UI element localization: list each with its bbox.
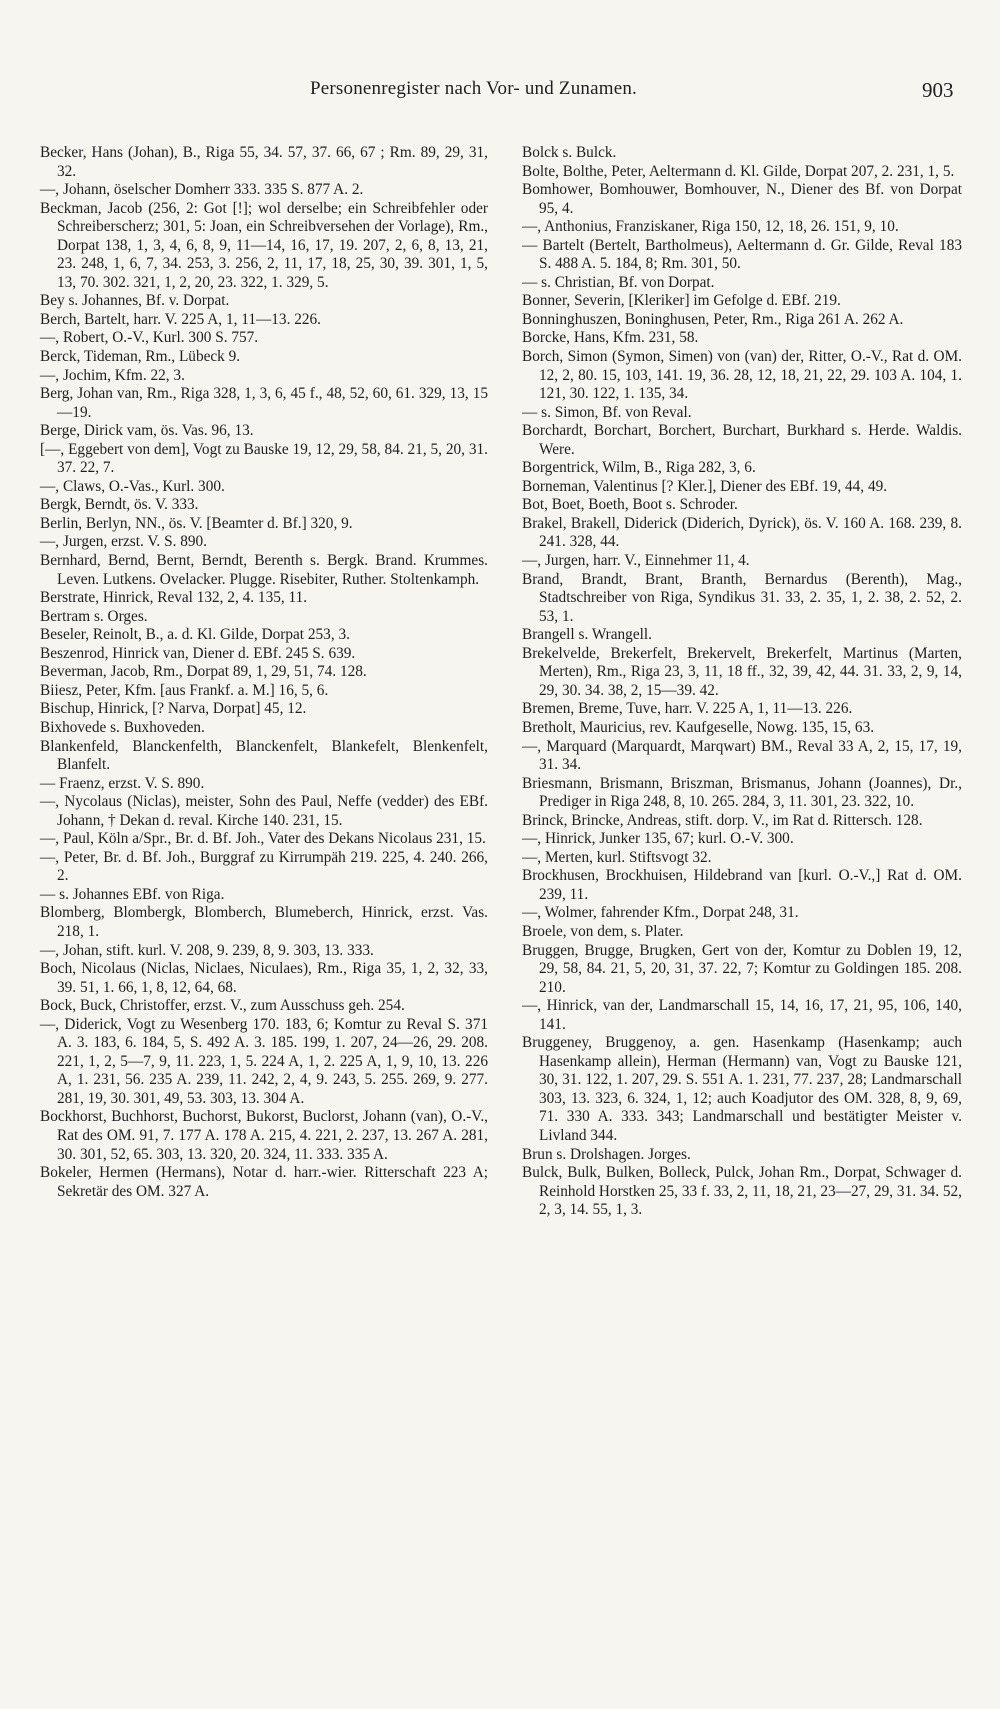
index-entry: Borgentrick, Wilm, B., Riga 282, 3, 6.: [522, 459, 756, 477]
index-entry: Borch, Simon (Symon, Simen) von (van) der, Ritter, O.-V., Rat d. OM. 12, 2, 80. 15, 103, 141. 19, 36. 28, 12, 18, 21, 22, 29. 103 A. 104, 1. 121, 30. 122, 1. 135, 34.: [522, 348, 962, 403]
index-entry: Bock, Buck, Christoffer, erzst. V., zum Ausschuss geh. 254.: [40, 997, 405, 1015]
index-entry: Bulck, Bulk, Bulken, Bolleck, Pulck, Johan Rm., Dorpat, Schwager d. Reinhold Horstken 25, 33 f. 33, 2, 11, 18, 21, 23—27, 29, 31. 34. 52, 2, 3, 14. 55, 1, 3.: [522, 1164, 962, 1219]
index-entry: Brun s. Drolshagen. Jorges.: [522, 1145, 691, 1163]
index-entry: Bot, Boet, Boeth, Boot s. Schroder.: [522, 496, 738, 514]
index-entry: — s. Simon, Bf. von Reval.: [522, 403, 692, 421]
index-entry: Blankenfeld, Blanckenfelth, Blanckenfelt, Blankefelt, Blenkenfelt, Blanfelt.: [40, 737, 488, 774]
index-entry: —, Paul, Köln a/Spr., Br. d. Bf. Joh., Vater des Dekans Nicolaus 231, 15.: [40, 830, 486, 848]
index-entry: —, Anthonius, Franziskaner, Riga 150, 12, 18, 26. 151, 9, 10.: [522, 218, 899, 236]
index-entry: Beckman, Jacob (256, 2: Got [!]; wol derselbe; ein Schreibfehler oder Schreiberscherz; 301, 5: Joan, ein Schreibversehen der Vorlage), Rm., Dorpat 138, 1, 3, 4, 6, 8, 9, 11—14, 16, 17, 19. 207, 2, 6, 8, 13, 21, 23. 248, 1, 6, 7, 34. 253, 3. 256, 2, 11, 17, 18, 25, 30, 39. 301, 1, 5, 13, 70. 302. 321, 1, 2, 20, 23. 322, 1. 329, 5.: [40, 199, 488, 291]
index-entry: —, Jurgen, erzst. V. S. 890.: [40, 533, 207, 551]
index-entry: Beseler, Reinolt, B., a. d. Kl. Gilde, Dorpat 253, 3.: [40, 626, 350, 644]
index-entry: —, Hinrick, van der, Landmarschall 15, 14, 16, 17, 21, 95, 106, 140, 141.: [522, 997, 962, 1033]
index-entry: Berlin, Berlyn, NN., ös. V. [Beamter d. Bf.] 320, 9.: [40, 514, 353, 532]
index-entry: Bergk, Berndt, ös. V. 333.: [40, 496, 199, 514]
index-entry: Bolte, Bolthe, Peter, Aeltermann d. Kl. Gilde, Dorpat 207, 2. 231, 1, 5.: [522, 162, 955, 180]
index-entry: Bremen, Breme, Tuve, harr. V. 225 A, 1, 11—13. 226.: [522, 700, 853, 718]
index-entry: Bertram s. Orges.: [40, 607, 148, 625]
index-entry: Becker, Hans (Johan), B., Riga 55, 34. 57, 37. 66, 67 ; Rm. 89, 29, 31, 32.: [40, 144, 488, 180]
index-entry: Biiesz, Peter, Kfm. [aus Frankf. a. M.] 16, 5, 6.: [40, 681, 329, 699]
index-entry: Blomberg, Blombergk, Blomberch, Blumeberch, Hinrick, erzst. Vas. 218, 1.: [40, 904, 488, 940]
index-entry: Berge, Dirick vam, ös. Vas. 96, 13.: [40, 422, 254, 440]
index-entry: Briesmann, Brismann, Briszman, Brismanus, Johann (Joannes), Dr., Prediger in Riga 248, 8, 10. 265. 284, 3, 11. 301, 23. 322, 10.: [522, 774, 962, 811]
index-entry: Bixhovede s. Buxhoveden.: [40, 718, 205, 736]
index-entry: Berch, Bartelt, harr. V. 225 A, 1, 11—13. 226.: [40, 310, 321, 328]
page-number: 903: [922, 78, 954, 102]
index-entry: Beverman, Jacob, Rm., Dorpat 89, 1, 29, 51, 74. 128.: [40, 663, 367, 681]
index-entry: Borcke, Hans, Kfm. 231, 58.: [522, 329, 699, 347]
index-entry: Beszenrod, Hinrick van, Diener d. EBf. 245 S. 639.: [40, 644, 356, 662]
index-entry: Brangell s. Wrangell.: [522, 626, 652, 644]
index-entry: —, Jochim, Kfm. 22, 3.: [40, 366, 185, 384]
index-entry: Boch, Nicolaus (Niclas, Niclaes, Niculaes), Rm., Riga 35, 1, 2, 32, 33, 39. 51, 1. 66, 1, 8, 12, 64, 68.: [40, 960, 488, 996]
index-entry: Brakel, Brakell, Diderick (Diderich, Dyrick), ös. V. 160 A. 168. 239, 8. 241. 328, 44.: [522, 514, 962, 551]
index-entry: —, Marquard (Marquardt, Marqwart) BM., Reval 33 A, 2, 15, 17, 19, 31. 34.: [522, 737, 962, 774]
index-entry: Berstrate, Hinrick, Reval 132, 2, 4. 135, 11.: [40, 589, 308, 607]
index-entry: Brinck, Brincke, Andreas, stift. dorp. V., im Rat d. Rittersch. 128.: [522, 811, 923, 829]
index-entry: Borchardt, Borchart, Borchert, Burchart, Burkhard s. Herde. Waldis. Were.: [522, 422, 962, 458]
index-entry: —, Claws, O.-Vas., Kurl. 300.: [40, 477, 225, 495]
index-entry: [—, Eggebert von dem], Vogt zu Bauske 19, 12, 29, 58, 84. 21, 5, 20, 31. 37. 22, 7.: [40, 440, 488, 477]
index-entry: Bruggen, Brugge, Brugken, Gert von der, Komtur zu Doblen 19, 12, 29, 58, 84. 21, 5, 20, 31, 37. 22, 7; Komtur zu Goldingen 185. 208. 210.: [522, 941, 962, 996]
index-entry: —, Johan, stift. kurl. V. 208, 9. 239, 8, 9. 303, 13. 333.: [40, 941, 374, 959]
page-header: [0, 78, 1000, 108]
index-entry: —, Hinrick, Junker 135, 67; kurl. O.-V. 300.: [522, 830, 794, 848]
index-entry: Borneman, Valentinus [? Kler.], Diener des EBf. 19, 44, 49.: [522, 477, 888, 495]
index-entry: —, Merten, kurl. Stiftsvogt 32.: [522, 848, 712, 866]
index-entry: — Bartelt (Bertelt, Bartholmeus), Aeltermann d. Gr. Gilde, Reval 183 S. 488 A. 5. 184, 8; Rm. 301, 50.: [522, 236, 962, 273]
index-entry: Bolck s. Bulck.: [522, 144, 617, 161]
index-entry: Bonner, Severin, [Kleriker] im Gefolge d. EBf. 219.: [522, 292, 841, 310]
index-entry: Bernhard, Bernd, Bernt, Berndt, Berenth s. Bergk. Brand. Krummes. Leven. Lutkens. Ovelacker. Plugge. Risebiter, Ruther. Stoltenkamph.: [40, 552, 488, 588]
index-entry: Bretholt, Mauricius, rev. Kaufgeselle, Nowg. 135, 15, 63.: [522, 718, 875, 736]
left-column: [40, 144, 488, 1201]
index-entry: Bruggeney, Bruggenoy, a. gen. Hasenkamp (Hasenkamp; auch Hasenkamp allein), Herman (Hermann) van, Vogt zu Bauske 121, 30, 31. 122, 1. 207, 29. S. 551 A. 1. 231, 77. 237, 28; Landmarschall 303, 13. 323, 6. 324, 1, 12; auch Koadjutor des OM. 328, 8, 9, 69, 71. 330 A. 333. 343; Landmarschall und bestätigter Meister v. Livland 344.: [522, 1034, 962, 1144]
index-entry: Bokeler, Hermen (Hermans), Notar d. harr.-wier. Ritterschaft 223 A; Sekretär des OM. 327 A.: [40, 1164, 488, 1200]
index-entry: Bomhower, Bomhouwer, Bomhouver, N., Diener des Bf. von Dorpat 95, 4.: [522, 181, 962, 217]
index-entry: —, Peter, Br. d. Bf. Joh., Burggraf zu Kirrumpäh 219. 225, 4. 240. 266, 2.: [40, 848, 488, 885]
index-entry: Brand, Brandt, Brant, Branth, Bernardus (Berenth), Mag., Stadtschreiber von Riga, Syndikus 31. 33, 2. 35, 1, 2. 38, 2. 52, 2. 53, 1.: [522, 570, 962, 625]
index-entry: Bischup, Hinrick, [? Narva, Dorpat] 45, 12.: [40, 700, 307, 718]
index-entry: —, Johann, öselscher Domherr 333. 335 S. 877 A. 2.: [40, 181, 364, 199]
index-entry: Bey s. Johannes, Bf. v. Dorpat.: [40, 292, 230, 310]
index-entry: — Fraenz, erzst. V. S. 890.: [40, 774, 205, 792]
right-column: [522, 144, 962, 1220]
index-entry: Berck, Tideman, Rm., Lübeck 9.: [40, 348, 241, 366]
index-entry: —, Diderick, Vogt zu Wesenberg 170. 183, 6; Komtur zu Reval S. 371 A. 3. 183, 6. 184, 5, S. 492 A. 3. 185. 199, 1. 207, 24—26, 29. 208. 221, 1, 2, 5—7, 9, 11. 223, 1, 5. 224 A, 1, 2. 225 A, 1, 9, 10, 13. 226 A, 1. 231, 56. 235 A. 239, 11. 242, 2, 4, 9. 243, 5. 255. 269, 9. 277. 281, 19, 30. 301, 49, 53. 303, 13. 304 A.: [40, 1015, 488, 1107]
index-entry: —, Jurgen, harr. V., Einnehmer 11, 4.: [522, 552, 750, 570]
page-title: Personenregister nach Vor- und Zunamen.: [310, 78, 637, 99]
index-entry: Bonninghuszen, Boninghusen, Peter, Rm., Riga 261 A. 262 A.: [522, 310, 904, 328]
index-entry: Brekelvelde, Brekerfelt, Brekervelt, Brekerfelt, Martinus (Marten, Merten), Rm., Riga 23, 3, 11, 18 ff., 32, 39, 42, 44. 31. 33, 2, 9, 14, 29, 30. 34. 38, 2, 15—39. 42.: [522, 644, 962, 699]
index-entry: —, Robert, O.-V., Kurl. 300 S. 757.: [40, 329, 259, 347]
index-entry: Bockhorst, Buchhorst, Buchorst, Bukorst, Buclorst, Johann (van), O.-V., Rat des OM. 91, 7. 177 A. 178 A. 215, 4. 221, 2. 237, 13. 267 A. 281, 30. 301, 52, 65. 303, 13. 320, 20. 324, 11. 333. 335 A.: [40, 1108, 488, 1163]
index-entry: Berg, Johan van, Rm., Riga 328, 1, 3, 6, 45 f., 48, 52, 60, 61. 329, 13, 15—19.: [40, 385, 488, 421]
index-entry: —, Nycolaus (Niclas), meister, Sohn des Paul, Neffe (vedder) des EBf. Johann, † Dekan d. reval. Kirche 140. 231, 15.: [40, 793, 488, 829]
index-entry: — s. Christian, Bf. von Dorpat.: [522, 273, 715, 291]
index-entry: Broele, von dem, s. Plater.: [522, 922, 684, 940]
index-entry: Brockhusen, Brockhuisen, Hildebrand van [kurl. O.-V.,] Rat d. OM. 239, 11.: [522, 867, 962, 903]
index-entry: — s. Johannes EBf. von Riga.: [40, 885, 225, 903]
index-entry: —, Wolmer, fahrender Kfm., Dorpat 248, 31.: [522, 904, 799, 922]
